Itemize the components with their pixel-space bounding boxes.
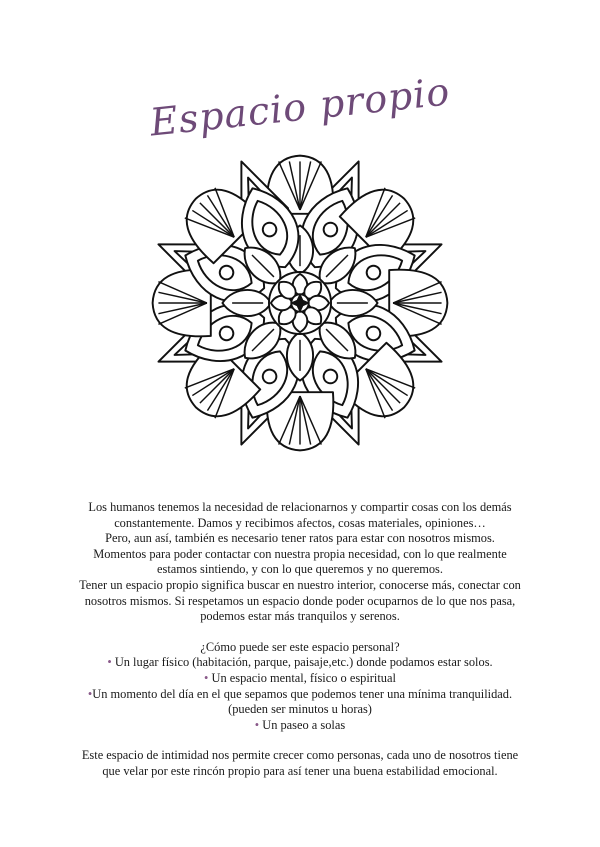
list-item: • Un paseo a solas <box>254 717 346 732</box>
paragraph-1: Los humanos tenemos la necesidad de relacionarnos y compartir cosas con los demás constantemente. Damos y recibimos afectos, cosas materiales, opiniones… <box>88 500 512 530</box>
list-item: •Un momento del día en el que sepamos que podemos tener una mínima tranquilidad. (pueden ser minutos u horas) <box>87 686 513 717</box>
closing-paragraph: Este espacio de intimidad nos permite crecer como personas, cada uno de nosotros tiene que velar por este rincón propio para así tener una buena estabilidad emocional. <box>81 748 519 778</box>
page-title: Espacio propio <box>147 69 453 145</box>
paragraph-4: Tener un espacio propio significa buscar en nuestro interior, conocerse más, conectar con nosotros mismos. Si respetamos un espacio donde poder ocuparnos de lo que nos pasa, podemos estar más tranquilos y serenos. <box>79 577 521 624</box>
paragraph-2: Pero, aun así, también es necesario tener ratos para estar con nosotros mismos. <box>105 531 495 546</box>
bullet-icon: • <box>204 670 209 685</box>
question-line: ¿Cómo puede ser este espacio personal? <box>200 639 400 654</box>
list-item: • Un espacio mental, físico o espiritual <box>204 670 396 685</box>
bullet-icon: • <box>254 717 260 732</box>
body-text <box>78 500 522 780</box>
paragraph-3: Momentos para poder contactar con nuestra propia necesidad, con lo que realmente estamos sintiendo, y con lo que queremos y no queremos. <box>93 546 507 577</box>
bullet-icon: • <box>107 655 112 670</box>
bullet-icon: • <box>87 686 93 701</box>
mandala-illustration <box>140 138 460 468</box>
list-item: • Un lugar físico (habitación, parque, paisaje,etc.) donde podamos estar solos. <box>107 655 493 670</box>
